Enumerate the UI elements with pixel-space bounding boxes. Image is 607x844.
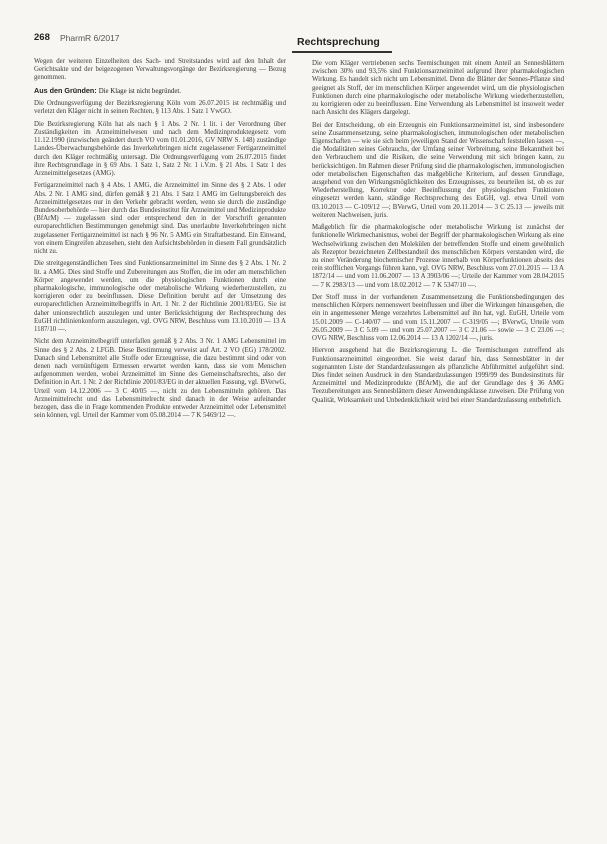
page-number: 268 <box>34 32 50 43</box>
heading-text: Aus den Gründen: <box>34 85 97 95</box>
intro-paragraph: Wegen der weiteren Einzelheiten des Sach- und Streitstandes wird auf den Inhalt der Gerichtsakte und der beigezogenen Verwaltungsvorgänge der Bezirksregierung — Bezug genommen. <box>34 58 286 82</box>
section-rule <box>292 51 392 53</box>
body-paragraph: Die Ordnungsverfügung der Bezirksregierung Köln vom 26.07.2015 ist rechtmäßig und verletzt den Kläger nicht in seinen Rechten, § 113 Abs. 1 Satz 1 VwGO. <box>34 100 286 116</box>
body-paragraph: Maßgeblich für die pharmakologische oder metabolische Wirkung ist zunächst der funktionelle Wirkmechanismus, wobei der Begriff der pharmakologischen Wirkung als eine Wechselwirkung zwischen den Molekülen der betreffenden Stoffe und einem gewöhnlich als Rezeptor bezeichneten Zellbestandteil des menschlichen Körpers verstanden wird, die zu einer Veränderung biochemischer Prozesse innerhalb von Körperfunktionen abseits des rein stofflichen Vorgangs führen kann, vgl. OVG NRW, Beschluss vom 27.01.2015 — 13 A 1872/14 — und vom 11.06.2007 — 13 A 3903/06 —; Urteile der Kammer vom 28.04.2015 — 7 K 2983/13 — und vom 18.02.2012 — 7 K 5347/10 —. <box>312 224 564 289</box>
left-column <box>34 58 286 833</box>
body-paragraph: Der Stoff muss in der vorhandenen Zusammensetzung die Funktionsbedingungen des menschlichen Körpers nennenswert beeinflussen und über die Wirkungen hinausgehen, die ein in angemessener Menge verzehrtes Lebensmittel auf ihn hat, vgl. EuGH, Urteile vom 15.01.2009 — C-140/07 — und vom 15.11.2007 — C-319/05 —; BVerwG, Urteile vom 26.05.2009 — 3 C 5.09 — und vom 25.07.2007 — 3 C 21.06 — sowie — 3 C 23.06 —; OVG NRW, Beschluss vom 12.06.2014 — 13 A 1202/14 —, juris. <box>312 294 564 343</box>
page-header <box>34 30 574 50</box>
section-title: Rechtsprechung <box>297 36 380 48</box>
journal-citation: PharmR 6/2017 <box>60 33 120 43</box>
body-paragraph: Fertigarzneimittel nach § 4 Abs. 1 AMG, die Arzneimittel im Sinne des § 2 Abs. 1 oder Abs. 2 Nr. 1 AMG sind, dürfen gemäß § 21 Abs. 1 Satz 1 AMG im Geltungsbereich des Arzneimittelgesetzes nur in den Verkehr gebracht werden, wenn sie durch die zuständige Bundesoberbehörde — hier durch das Bundesinstitut für Arzneimittel und Medizinprodukte (BfArM) — zugelassen sind oder entsprechend den in der Vorschrift genannten europarechtlichen Bestimmungen genehmigt sind. Das unerlaubte Inverkehrbringen nicht zugelassener Fertigarzneimittel ist nach § 96 Nr. 5 AMG ein Straftatbestand. Ein Einwand, von einem Eingreifen abzusehen, steht den Aufsichtsbehörden in diesem Fall grundsätzlich nicht zu. <box>34 182 286 256</box>
body-paragraph: Nicht dem Arzneimittelbegriff unterfallen gemäß § 2 Abs. 3 Nr. 1 AMG Lebensmittel im Sinne des § 2 Abs. 2 LFGB. Diese Bestimmung verweist auf Art. 2 VO (EG) 178/2002. Danach sind Lebensmittel alle Stoffe oder Erzeugnisse, die dazu bestimmt sind oder von denen nach vernünftigem Ermessen erwartet werden kann, dass sie vom Menschen aufgenommen werden, wobei Arzneimittel im Sinne des Gemeinschaftsrechts, also der Definition in Art. 1 Nr. 2 der Richtlinie 2001/83/EG in der aktuellen Fassung, vgl. BVerwG, Urteil vom 14.12.2006 — 3 C 40/05 —, nicht zu den Lebensmitteln gehören. Das Arzneimittelrecht und das Lebensmittelrecht sind danach in der Weise aufeinander bezogen, dass die in Frage kommenden Produkte entweder Arzneimittel oder Lebensmittel sein können, vgl. Urteil der Kammer vom 05.08.2014 — 7 K 5469/12 —. <box>34 338 286 420</box>
body-paragraph: Die vom Kläger vertriebenen sechs Teemischungen mit einem Anteil an Sennesblättern zwischen 30% und 93,5% sind Funktionsarzneimittel aufgrund ihrer pharmakologischen Wirkung. Es handelt sich nicht um Lebensmittel. Denn die Blätter der Sennes-Pflanze sind geeignet als Stoff, der im menschlichen Körper angewendet wird, um die physiologischen Funktionen durch eine pharmakologische oder metabolische Wirkung wiederherzustellen, zu korrigieren oder zu beeinflussen. Eine Verwendung als Lebensmittel ist insoweit weder nach Ansicht des Klägers dargelegt. <box>312 60 564 117</box>
section-heading <box>34 87 286 96</box>
body-paragraph: Die streitgegenständlichen Tees sind Funktionsarzneimittel im Sinne des § 2 Abs. 1 Nr. 2 lit. a AMG. Dies sind Stoffe und Zubereitungen aus Stoffen, die im oder am menschlichen Körper angewendet werden, um die physiologischen Funktionen durch eine pharmakologische, immunologische oder metabolische Wirkung wiederherzustellen, zu korrigieren oder zu beeinflussen. Diese Definition beruht auf der Umsetzung des europarechtlichen Arzneimittelbegriffs in Art. 1 Nr. 2 der Richtlinie 2001/83/EG. Sie ist daher unionsrechtlich auszulegen und unter Berücksichtigung der Rechtsprechung des EuGH richtlinienkonform auszulegen, vgl. OVG NRW, Beschluss vom 13.10.2010 — 13 A 1187/10 —. <box>34 260 286 334</box>
heading-lead: Die Klage ist nicht begründet. <box>98 87 181 95</box>
body-paragraph: Die Bezirksregierung Köln hat als nach § 1 Abs. 2 Nr. 1 lit. i der Verordnung über Zuständigkeiten im Arzneimittelwesen und nach dem Medizinproduktegesetz vom 11.12.1990 (inzwischen geändert durch VO vom 01.01.2016, GV NRW S. 148) zuständige Landes-Überwachungsbehörde das Inverkehrbringen nicht zugelassener Fertigarzneimittel durch den Kläger rechtmäßig untersagt. Die Ordnungsverfügung vom 26.07.2015 findet ihre Rechtsgrundlage in § 69 Abs. 1 Satz 1, Satz 2 Nr. 1 i.V.m. § 21 Abs. 1 Satz 1 des Arzneimittelgesetzes (AMG). <box>34 120 286 178</box>
right-column <box>312 60 564 835</box>
body-paragraph: Bei der Entscheidung, ob ein Erzeugnis ein Funktionsarzneimittel ist, sind insbesondere seine Zusammensetzung, seine pharmakologischen, immunologischen oder metabolischen Eigenschaften — wie sie sich beim jeweiligen Stand der Wissenschaft feststellen lassen —, die Modalitäten seines Gebrauchs, der Umfang seiner Verbreitung, seine Bekanntheit bei den Verbrauchern und die Risiken, die seine Verwendung mit sich bringen kann, zu berücksichtigen. Im Rahmen dieser Prüfung sind die pharmakologischen, immunologischen oder metabolischen Eigenschaften das maßgebliche Kriterium, auf dessen Grundlage, ausgehend von den Wirkungsmöglichkeiten des Erzeugnisses, zu beurteilen ist, ob es zur Wiederherstellung, Korrektur oder Beeinflussung der physiologischen Funktionen eingesetzt werden kann, ständige Rechtsprechung des EuGH, vgl. etwa Urteil vom 03.10.2013 — C-109/12 —; BVerwG, Urteil vom 20.11.2014 — 3 C 25.13 — jeweils mit weiteren Nachweisen, juris. <box>312 121 564 219</box>
body-paragraph: Hiervon ausgehend hat die Bezirksregierung L. die Teemischungen zutreffend als Funktionsarzneimittel eingeordnet. Sie weist darauf hin, dass Sennesblätter in der sogenannten Liste der Standardzulassungen als pflanzliche Abführmittel aufgeführt sind. Dies findet seinen Ausdruck in den Standardzulassungen 1999/99 des Bundesinstituts für Arzneimittel und Medizinprodukte (BfArM), die auf der Grundlage des § 36 AMG Teezubereitungen aus Sennesblättern dieser Anwendungsklasse zuweisen. Die Prüfung von Qualität, Wirksamkeit und Unbedenklichkeit wird bei einer Standardzulassung entbehrlich. <box>312 347 564 404</box>
